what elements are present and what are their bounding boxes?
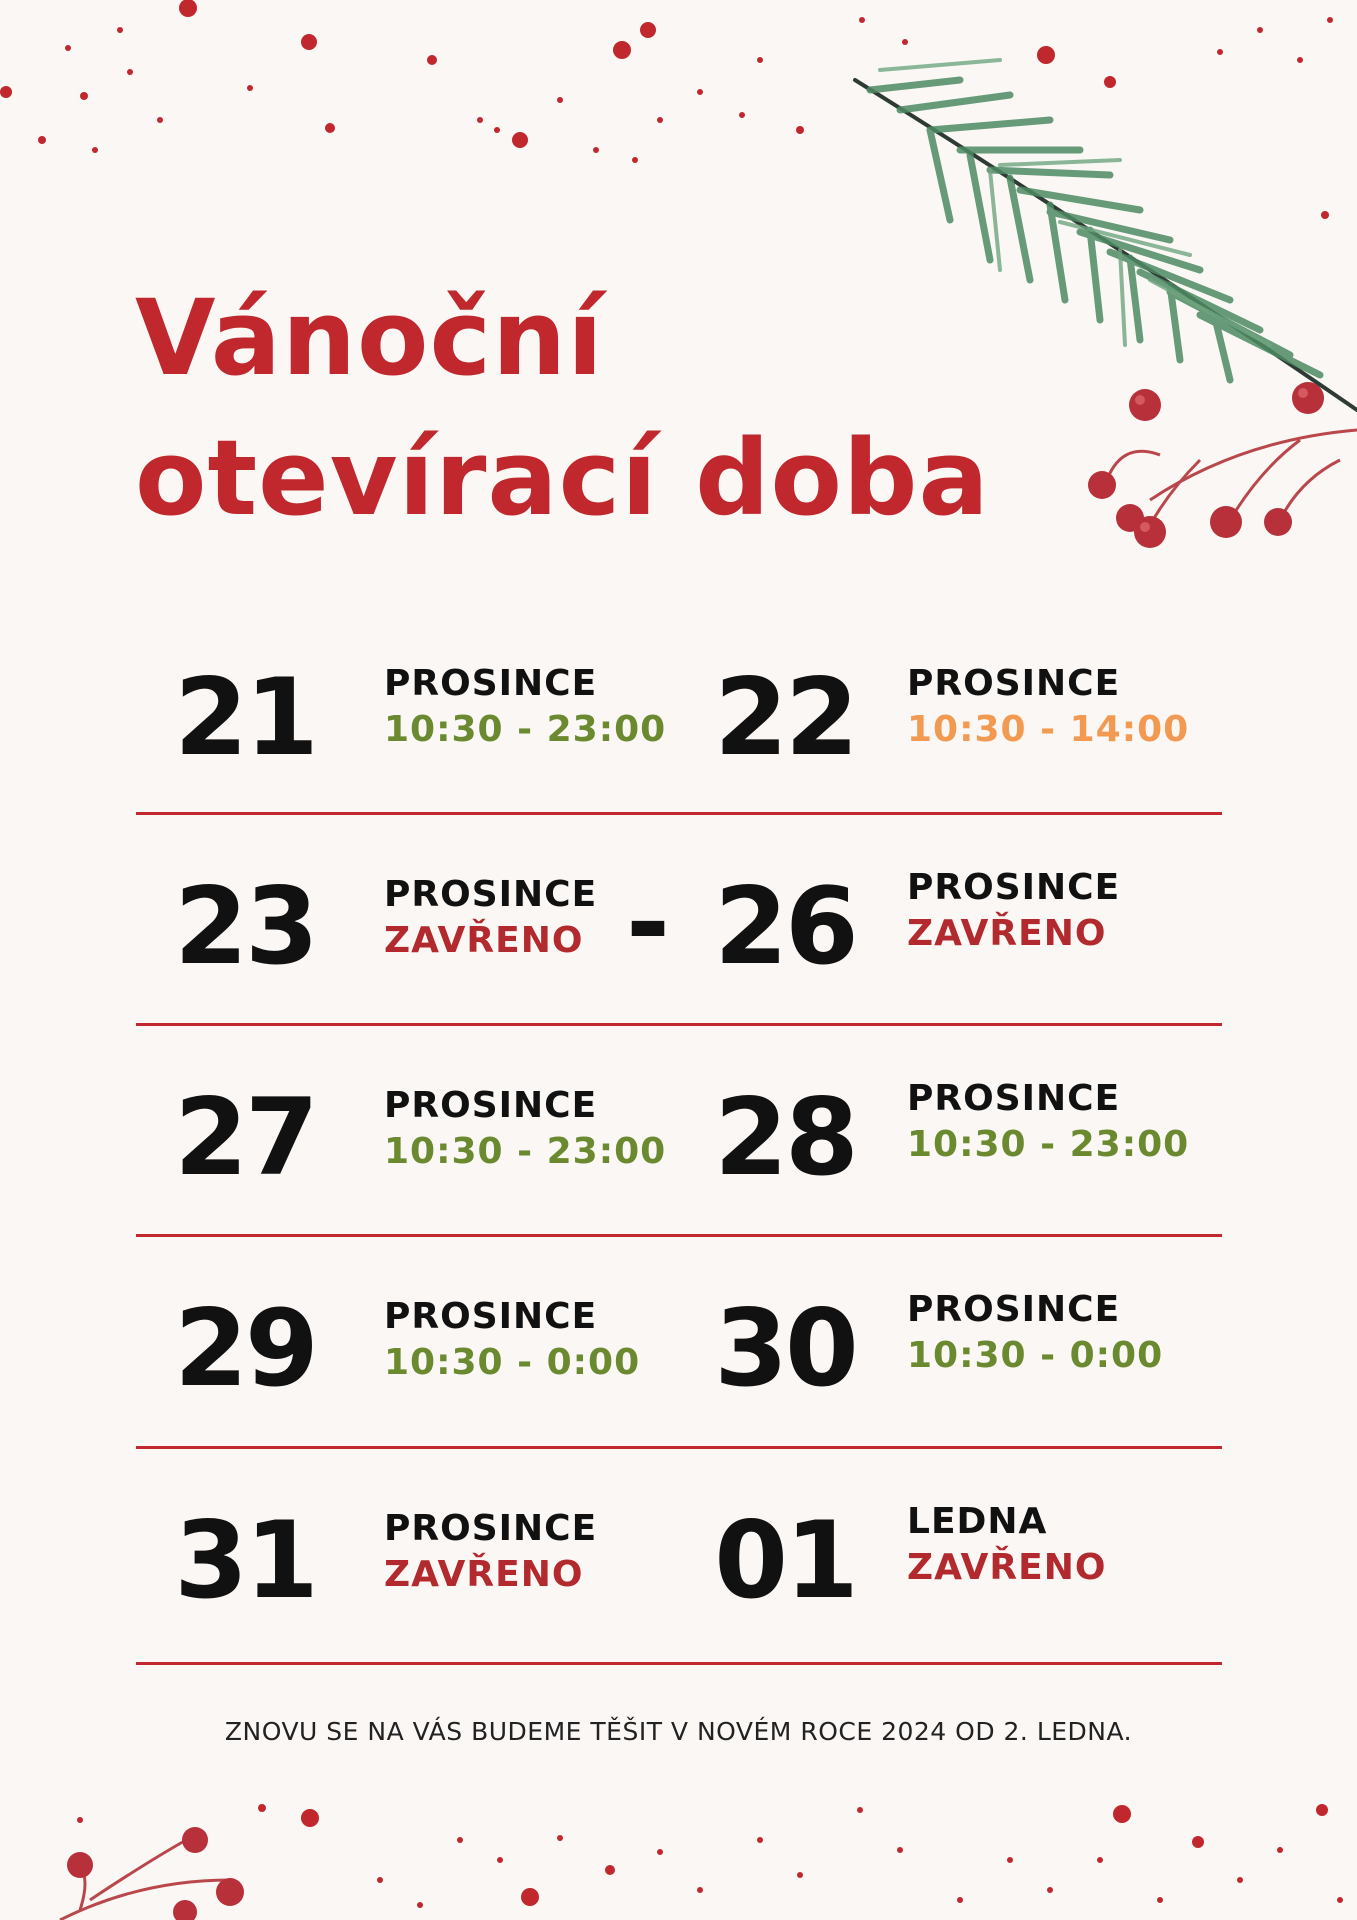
date-day: 29 <box>174 1287 316 1410</box>
date-day: 27 <box>174 1076 316 1199</box>
date-info <box>384 1506 597 1598</box>
date-day: 26 <box>714 865 856 988</box>
date-info <box>907 1076 1189 1168</box>
date-info <box>907 1499 1106 1591</box>
month-label: PROSINCE <box>907 1078 1121 1119</box>
row-divider <box>136 1662 1222 1665</box>
date-info <box>907 661 1189 753</box>
month-label: PROSINCE <box>384 1296 598 1337</box>
footer-note: ZNOVU SE NA VÁS BUDEME TĚŠIT V NOVÉM ROCE 2024 OD 2. LEDNA. <box>224 1717 1133 1746</box>
hours-label: 10:30 - 0:00 <box>907 1335 1164 1376</box>
schedule-row-5 <box>0 1489 1357 1689</box>
date-info <box>384 1083 666 1175</box>
month-label: PROSINCE <box>384 1508 598 1549</box>
title-line-1: Vánoční <box>135 277 604 399</box>
date-info <box>384 1294 640 1386</box>
row-divider <box>136 1023 1222 1026</box>
date-day: 31 <box>174 1499 316 1622</box>
hours-label: 10:30 - 14:00 <box>907 709 1190 750</box>
date-day: 21 <box>174 656 316 779</box>
row-divider <box>136 812 1222 815</box>
date-day: 01 <box>714 1499 856 1622</box>
hours-label: 10:30 - 23:00 <box>384 709 667 750</box>
date-day: 28 <box>714 1076 856 1199</box>
row-divider <box>136 1446 1222 1449</box>
date-info <box>384 872 597 964</box>
month-label: PROSINCE <box>384 874 598 915</box>
hours-label: ZAVŘENO <box>907 1547 1107 1588</box>
hours-label: ZAVŘENO <box>384 1554 584 1595</box>
month-label: PROSINCE <box>907 867 1121 908</box>
date-info <box>384 661 666 753</box>
hours-label: ZAVŘENO <box>907 913 1107 954</box>
month-label: PROSINCE <box>384 1085 598 1126</box>
hours-label: ZAVŘENO <box>384 920 584 961</box>
hours-label: 10:30 - 23:00 <box>384 1131 667 1172</box>
date-day: 23 <box>174 865 316 988</box>
date-day: 22 <box>714 656 856 779</box>
date-day: 30 <box>714 1287 856 1410</box>
title-line-2: otevírací doba <box>135 417 990 539</box>
month-label: PROSINCE <box>907 1289 1121 1330</box>
range-dash: - <box>626 861 670 984</box>
month-label: LEDNA <box>907 1501 1048 1542</box>
month-label: PROSINCE <box>384 663 598 704</box>
hours-label: 10:30 - 23:00 <box>907 1124 1190 1165</box>
date-info <box>907 865 1120 957</box>
date-info <box>907 1287 1163 1379</box>
month-label: PROSINCE <box>907 663 1121 704</box>
hours-label: 10:30 - 0:00 <box>384 1342 641 1383</box>
row-divider <box>136 1234 1222 1237</box>
